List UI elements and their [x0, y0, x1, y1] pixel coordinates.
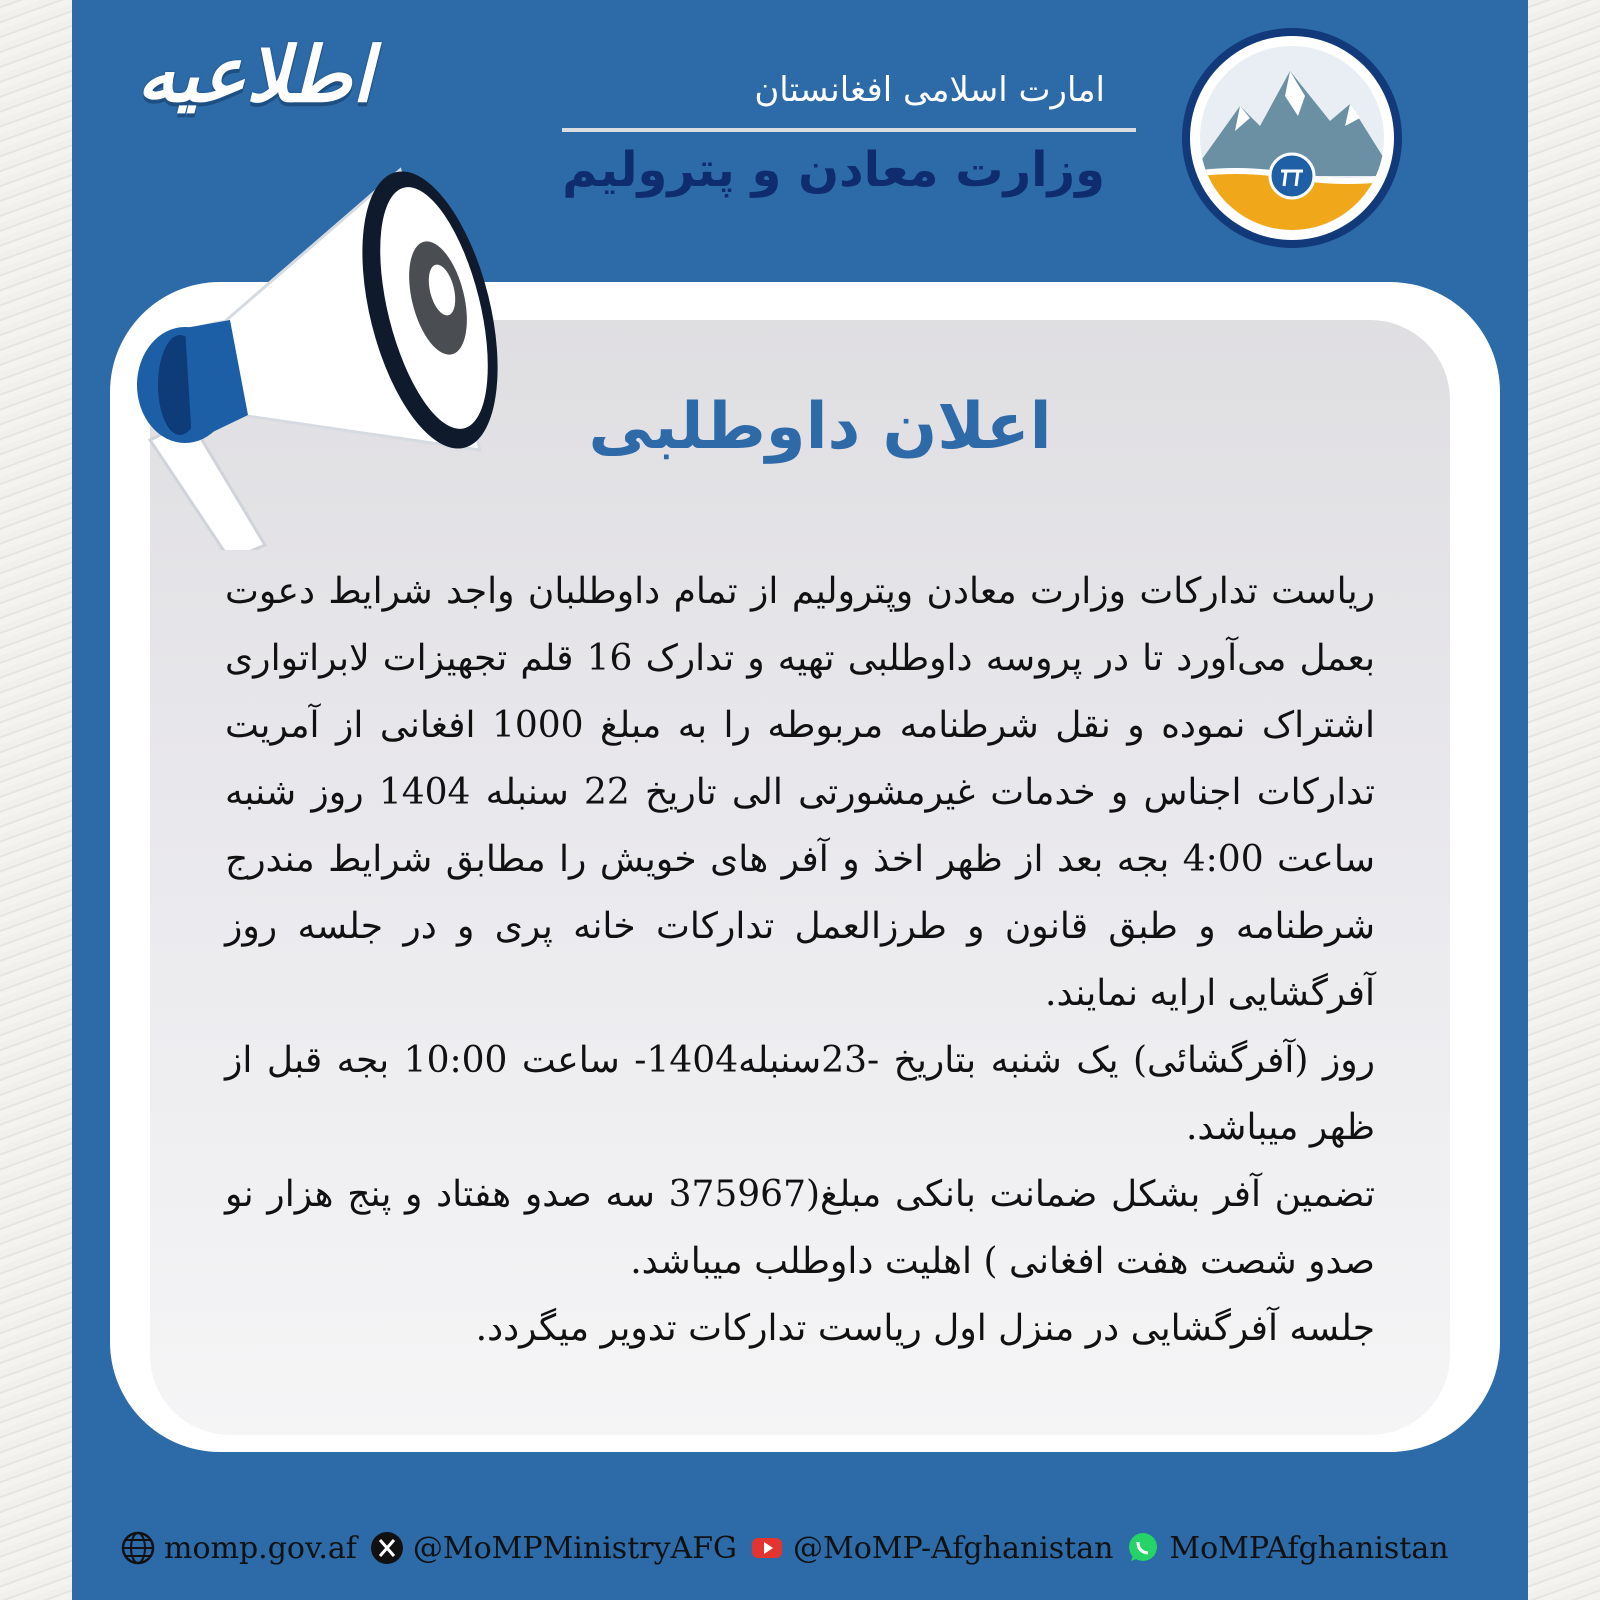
- youtube-handle: @MoMP-Afghanistan: [793, 1530, 1114, 1566]
- whatsapp-handle: MoMPAfghanistan: [1169, 1530, 1449, 1566]
- megaphone-icon: [70, 150, 510, 550]
- x-icon: [369, 1530, 405, 1566]
- body-paragraph: ریاست تدارکات وزارت معادن وپترولیم از تمام داوطلبان واجد شرایط دعوت بعمل می‌آورد تا در پروسه داوطلبی تهیه و تدارک 16 قلم تجهیزات لابراتواری اشتراک نموده و نقل شرطنامه مربوطه را به مبلغ 1000 افغانی از آمریت تدارکات اجناس و خدمات غیرمشورتی الی تاریخ 22 سنبله 1404 روز شنبه ساعت 4:00 بجه بعد از ظهر اخذ و آفر های خویش را مطابق شرایط مندرج شرطنامه و طبق قانون و طرزالعمل تدارکات خانه پری و در جلسه روز آفرگشایی ارایه نمایند.: [225, 571, 1376, 1014]
- globe-icon: [120, 1530, 156, 1566]
- header-divider: [562, 128, 1136, 132]
- x-link[interactable]: [369, 1530, 737, 1566]
- whatsapp-link[interactable]: [1125, 1530, 1448, 1566]
- website-text: momp.gov.af: [164, 1530, 357, 1566]
- emirate-name: امارت اسلامی افغانستان: [754, 70, 1105, 110]
- x-handle: @MoMPMinistryAFG: [412, 1530, 737, 1566]
- body-paragraph: جلسه آفرگشایی در منزل اول ریاست تدارکات تدویر میگردد.: [475, 1308, 1375, 1349]
- ministry-name: وزارت معادن و پترولیم: [562, 142, 1105, 198]
- website-link[interactable]: [120, 1530, 357, 1566]
- left-texture: [0, 0, 72, 1600]
- body-paragraph: تضمین آفر بشکل ضمانت بانکی مبلغ(375967 سه صدو هفتاد و پنج هزار نو صدو شصت هفت افغانی ) اهلیت داوطلب میباشد.: [225, 1174, 1375, 1282]
- ministry-logo-icon: [1180, 26, 1404, 250]
- footer-links: [120, 1518, 1510, 1578]
- body-paragraph: روز (آفرگشائی) یک شنبه بتاریخ -23سنبله1404- ساعت 10:00 بجه قبل از ظهر میباشد.: [225, 1040, 1375, 1148]
- notice-title: اطلاعیه: [137, 30, 373, 119]
- youtube-icon: [749, 1530, 785, 1566]
- right-texture: [1528, 0, 1600, 1600]
- announcement-body: [225, 558, 1375, 1362]
- whatsapp-icon: [1125, 1530, 1161, 1566]
- youtube-link[interactable]: [749, 1530, 1113, 1566]
- announcement-title: اعلان داوطلبی: [588, 390, 1052, 464]
